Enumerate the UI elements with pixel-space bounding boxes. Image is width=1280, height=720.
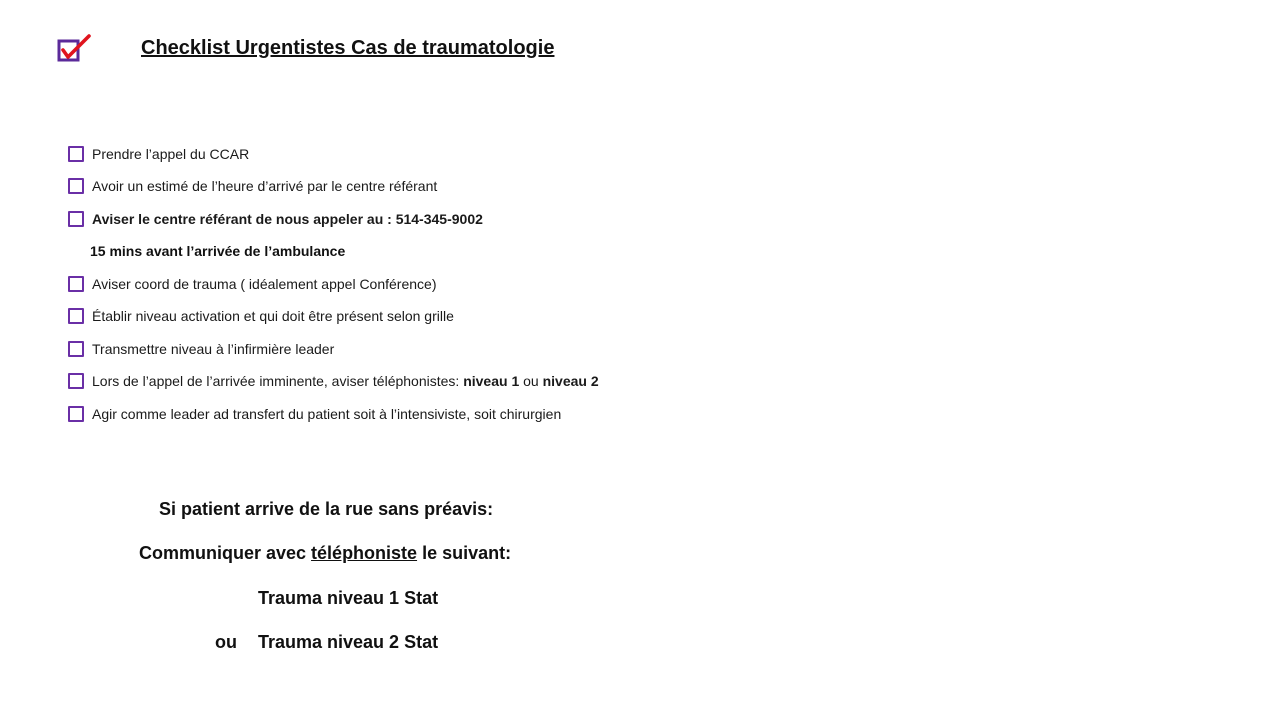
checklist-item[interactable]	[68, 176, 437, 196]
checklist-item-label: Aviser le centre référant de nous appeler au : 514-345-9002	[92, 211, 483, 227]
checkbox[interactable]	[68, 341, 84, 357]
trauma-level-1-option: Trauma niveau 1 Stat	[258, 588, 439, 608]
checklist-item-label	[92, 373, 599, 389]
telephoniste-text: téléphoniste	[311, 543, 418, 563]
checklist-item-continuation: 15 mins avant l’arrivée de l’ambulance	[90, 243, 346, 259]
checkbox[interactable]	[68, 373, 84, 389]
checkbox[interactable]	[68, 211, 84, 227]
level-2-text: niveau 2	[542, 373, 599, 389]
checklist-item-label: Agir comme leader ad transfert du patient soit à l’intensiviste, soit chirurgien	[92, 406, 562, 422]
label-text: Lors de l’appel de l’arrivée imminente, aviser téléphonistes:	[92, 373, 464, 389]
checklist-item[interactable]	[68, 209, 483, 229]
checklist-item-label: Transmettre niveau à l’infirmière leader	[92, 341, 335, 357]
checklist-item[interactable]	[68, 404, 561, 424]
checklist-item-label: Prendre l’appel du CCAR	[92, 146, 250, 162]
checkbox[interactable]	[68, 276, 84, 292]
checklist-logo-icon	[56, 33, 92, 65]
checklist-item-label: Avoir un estimé de l’heure d’arrivé par le centre référant	[92, 178, 438, 194]
or-label: ou	[215, 632, 237, 652]
checklist-item-label: Établir niveau activation et qui doit être présent selon grille	[92, 308, 454, 324]
checkbox[interactable]	[68, 406, 84, 422]
instruction-prefix: Communiquer avec	[139, 543, 312, 563]
page-title: Checklist Urgentistes Cas de traumatologie	[141, 37, 555, 59]
checklist-item[interactable]	[68, 371, 599, 391]
or-text: ou	[519, 373, 543, 389]
checklist-item[interactable]	[68, 306, 454, 326]
checklist-item[interactable]	[68, 339, 334, 359]
checklist-item[interactable]	[68, 144, 249, 164]
checkbox[interactable]	[68, 308, 84, 324]
checklist-item[interactable]	[68, 274, 436, 294]
trauma-level-2-option: Trauma niveau 2 Stat	[258, 632, 439, 652]
instruction-suffix: le suivant:	[417, 543, 512, 563]
walk-in-heading: Si patient arrive de la rue sans préavis:	[159, 499, 494, 519]
checklist-item-label: Aviser coord de trauma ( idéalement appel Conférence)	[92, 276, 437, 292]
checkbox[interactable]	[68, 146, 84, 162]
communicate-instruction	[139, 543, 511, 564]
checkbox[interactable]	[68, 178, 84, 194]
level-1-text: niveau 1	[463, 373, 520, 389]
